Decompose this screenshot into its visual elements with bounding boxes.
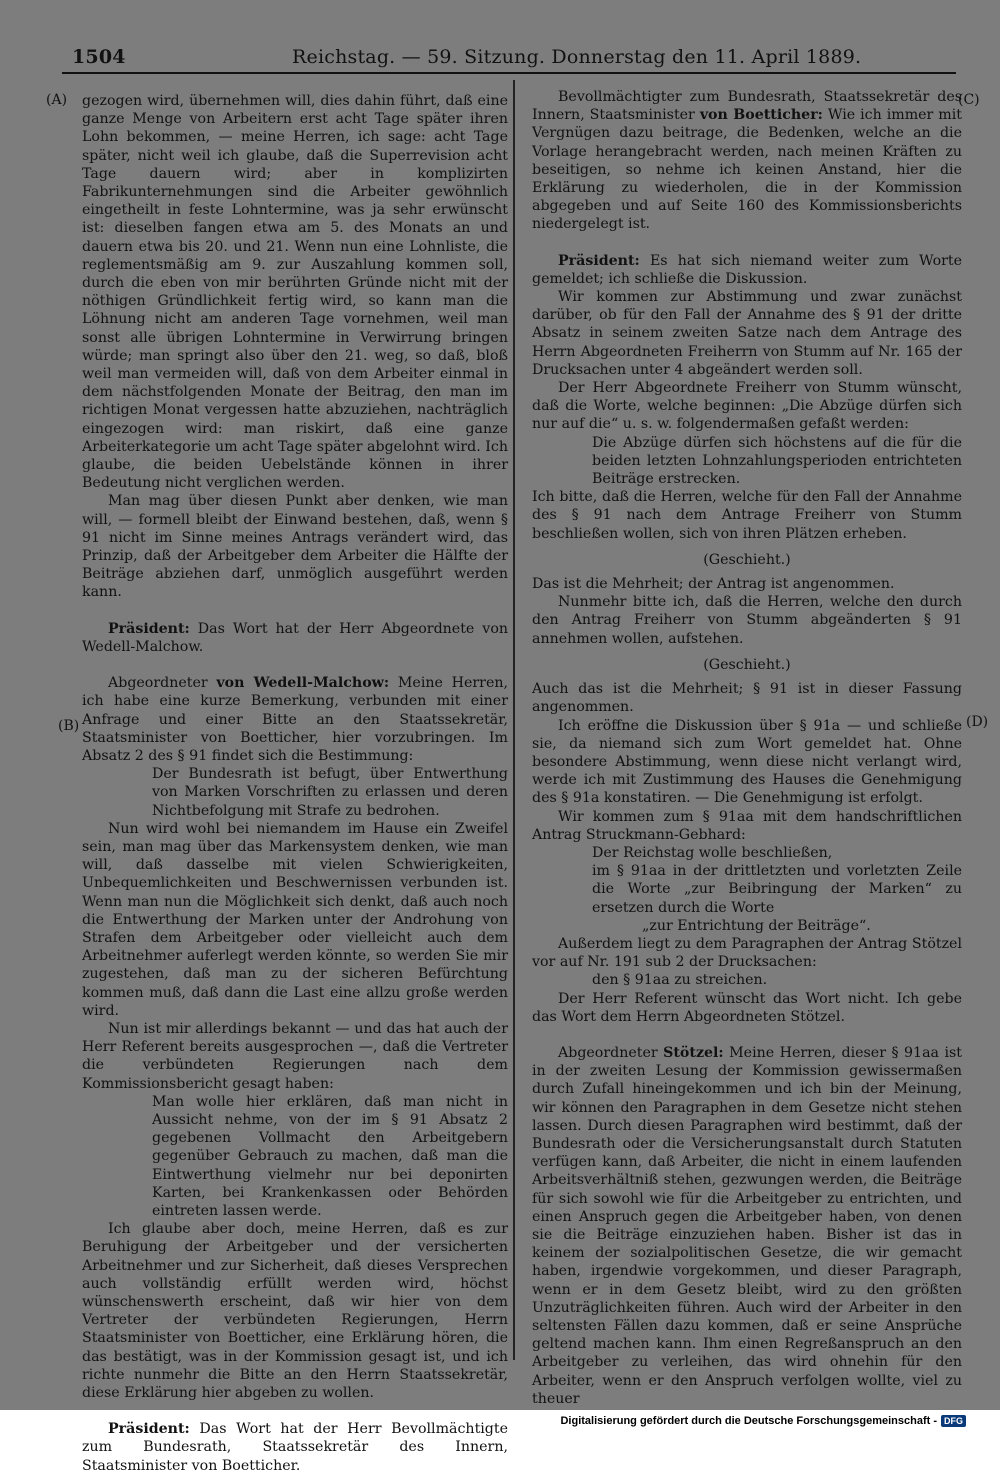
paragraph: Das ist die Mehrheit; der Antrag ist angenommen. bbox=[532, 576, 895, 593]
running-head: Reichstag. — 59. Sitzung. Donnerstag den 11. April 1889. bbox=[292, 46, 862, 68]
header-rule bbox=[62, 72, 956, 74]
speech-praesident bbox=[82, 1420, 508, 1475]
margin-marker-b: (B) bbox=[58, 718, 80, 734]
paragraph: Wir kommen zum § 91aa mit dem handschriftlichen Antrag Struckmann-Gebhard: bbox=[532, 808, 962, 843]
column-divider bbox=[513, 80, 515, 1360]
speech-praesident bbox=[532, 252, 962, 288]
speaker-name: Stötzel: bbox=[663, 1044, 724, 1061]
paragraph: Ich glaube aber doch, meine Herren, daß es zur Beruhigung der Arbeitgeber und der versicherten Arbeitnehmer und zur Sicherheit, daß dieses Versprechen auch vollständig erfüllt werden wird, höchst wünschenswerth erscheint, daß wir hier von dem Vertreter der verbündeten Regierungen, Herrn Staatsminister von Boetticher, eine Erklärung hören, die das bestätigt, was in der Kommission gesagt ist, und ich richte nunmehr die Bitte an den Herrn Staatssekretär, diese Erklärung hier abgeben zu wollen. bbox=[82, 1221, 508, 1402]
left-column bbox=[82, 92, 508, 1475]
stage-direction: (Geschieht.) bbox=[703, 656, 791, 673]
paragraph: Nunmehr bitte ich, daß die Herren, welche den durch den Antrag Freiherr von Stumm abgeänderten § 91 annehmen wollen, aufstehen. bbox=[532, 594, 962, 647]
stage-direction: (Geschieht.) bbox=[703, 551, 791, 568]
paragraph: Ich bitte, daß die Herren, welche für den Fall der Annahme des § 91 nach dem Antrage Freiherr von Stumm beschließen wollen, sich von ihren Plätzen erheben. bbox=[532, 489, 962, 542]
speech-text: Das Wort hat der Herr Abgeordnete von Wedell-Malchow. bbox=[82, 620, 508, 655]
speaker-name: Präsident: bbox=[558, 252, 640, 269]
paragraph: Wir kommen zur Abstimmung und zwar zunächst darüber, ob für den Fall der Annahme des § 91 der dritte Absatz in seinem zweiten Satze nach dem Antrage des Herrn Abgeordneten Freiherrn von Stumm auf Nr. 165 der Drucksachen unter 4 abgeändert werden soll. bbox=[532, 289, 962, 378]
paragraph: Auch das ist die Mehrheit; § 91 ist in dieser Fassung angenommen. bbox=[532, 681, 962, 716]
paragraph: Ich eröffne die Diskussion über § 91a — und schließe sie, da niemand sich zum Wort gemeldet hat. Ohne besondere Abstimmung, wenn diese nicht verlangt wird, werde ich mit Zustimmung des Hauses die Genehmigung des § 91a konstatiren. — Die Genehmigung ist erfolgt. bbox=[532, 717, 962, 807]
speaker-prefix: Bevollmächtigter zum Bundesrath, Staatssekretär des Innern, Staatsminister bbox=[532, 89, 962, 124]
dfg-logo: DFG bbox=[941, 1415, 966, 1427]
margin-marker-a: (A) bbox=[46, 92, 68, 108]
funding-footer bbox=[560, 1412, 966, 1430]
speech-praesident bbox=[82, 620, 508, 656]
quotation: „zur Entrichtung der Beiträge“. bbox=[642, 917, 871, 934]
quotation: im § 91aa in der drittletzten und vorletzten Zeile die Worte „zur Beibringung der Marken“ zu ersetzen durch die Worte bbox=[592, 863, 962, 916]
speaker-name: Präsident: bbox=[108, 1421, 190, 1438]
speech-text: Meine Herren, ich habe eine kurze Bemerkung, verbunden mit einer Anfrage und einer Bitte an den Staatssekretär, Staatsminister von Boetticher, hier vorzubringen. Im Absatz 2 des § 91 findet sich die Bestimmung: bbox=[82, 675, 509, 764]
footer-text: Digitalisierung gefördert durch die Deutsche Forschungsgemeinschaft - bbox=[560, 1415, 937, 1427]
page-number: 1504 bbox=[72, 46, 126, 68]
margin-marker-d: (D) bbox=[966, 714, 989, 730]
speaker-name: von Wedell-Malchow: bbox=[216, 675, 390, 692]
speech-wedell bbox=[82, 674, 508, 765]
quotation: Man wolle hier erklären, daß man nicht in Aussicht nehme, von der im § 91 Absatz 2 gegebenen Vollmacht den Arbeitgebern gegenüber Gebrauch zu machen, daß man die Eintwerthung vielmehr nur bei deponirten Karten, bei Krankenkassen oder Behörden eintreten lassen werde. bbox=[152, 1093, 508, 1219]
quotation: Die Abzüge dürfen sich höchstens auf die für die beiden letzten Lohnzahlungsperioden entrichteten Beiträge erstrecken. bbox=[592, 434, 962, 488]
speech-text: Meine Herren, dieser § 91aa ist in der zweiten Lesung der Kommission gewissermaßen durch Zufall hineingekommen und ich bin der Meinung, wir können den Paragraphen in dem Gesetze nicht stehen lassen. Durch diesen Paragraphen wird bestimmt, daß der Bundesrath oder die Versicherungsanstalt durch Statuten verfügen kann, daß Arbeiter, die nicht in einem laufenden Arbeitsverhältniß stehen, gezwungen werden, die Beiträge für sich sowohl wie für die Arbeitgeber zu entrichten, und einen Anspruch gegen die Arbeitgeber haben, von denen sie die Beiträge einzuziehen haben. Bisher ist das in keinem der sozialpolitischen Gesetze, die wir gemacht haben, irgendwie vorgekommen, und dieser Paragraph, wenn er in dem Gesetz bleibt, wird zu den größten Unzuträglichkeiten führen. Auch wird der Arbeiter in den seltensten Fällen dazu kommen, daß er seine Ansprüche geltend machen kann. Ihm einen Regreßanspruch an den Arbeitgeber zu verleihen, das wird ohnehin für den Arbeiter, wenn er den Anspruch verfolgen wollte, viel zu theuer bbox=[532, 1044, 963, 1407]
paragraph: Außerdem liegt zu dem Paragraphen der Antrag Stötzel vor auf Nr. 191 sub 2 der Drucksachen: bbox=[532, 935, 962, 971]
paragraph: Man mag über diesen Punkt aber denken, wie man will, — formell bleibt der Einwand bestehen, daß, wenn § 91 nicht im Sinne meines Antrags verändert wird, das Prinzip, daß der Arbeitgeber dem Arbeiter die Hälfte der Beiträge abziehen darf, unmöglich ausgeführt werden kann. bbox=[82, 493, 508, 601]
speech-boetticher bbox=[532, 88, 962, 234]
paragraph: Der Herr Abgeordnete Freiherr von Stumm wünscht, daß die Worte, welche beginnen: „Die Abzüge dürfen sich nur auf die“ u. s. w. folgendermaßen gefaßt werden: bbox=[532, 380, 962, 433]
quotation: Der Bundesrath ist befugt, über Entwerthung von Marken Vorschriften zu erlassen und deren Nichtbefolgung mit Strafe zu bedrohen. bbox=[152, 766, 508, 819]
speech-text: Das Wort hat der Herr Bevollmächtigte zum Bundesrath, Staatssekretär des Innern, Staatsminister von Boetticher. bbox=[82, 1421, 508, 1474]
speech-text: Wie ich immer mit Vergnügen dazu beitrage, die Bedenken, welche an die Vorlage herangebracht werden, nach meinen Kräften zu beseitigen, so nehme ich keinen Anstand, hier die Erklärung zu wiederholen, die in der Kommission abgegeben und auf Seite 160 des Kommissionsberichts niedergelegt ist. bbox=[532, 107, 963, 233]
quotation: den § 91aa zu streichen. bbox=[592, 972, 768, 989]
margin-marker-c: (C) bbox=[958, 92, 980, 108]
speech-stoetzel bbox=[532, 1044, 962, 1408]
speaker-name: Präsident: bbox=[108, 620, 190, 637]
paragraph: Der Herr Referent wünscht das Wort nicht. Ich gebe das Wort dem Herrn Abgeordneten Stötzel. bbox=[532, 990, 962, 1025]
speaker-prefix: Abgeordneter bbox=[558, 1044, 658, 1061]
paragraph: Nun ist mir allerdings bekannt — und das hat auch der Herr Referent bereits ausgesprochen —, daß die Vertreter die verbündeten Regierungen nach dem Kommissionsbericht gesagt haben: bbox=[82, 1020, 508, 1092]
quotation: Der Reichstag wolle beschließen, bbox=[592, 844, 833, 861]
page-header bbox=[52, 46, 952, 72]
speaker-name: von Boetticher: bbox=[699, 107, 823, 124]
speaker-prefix: Abgeordneter bbox=[108, 675, 208, 692]
right-column bbox=[532, 88, 962, 1408]
speech-text: Es hat sich niemand weiter zum Worte gemeldet; ich schließe die Diskussion. bbox=[532, 252, 962, 287]
paragraph: gezogen wird, übernehmen will, dies dahin führt, daß eine ganze Menge von Arbeitern erst acht Tage später ihren Lohn bekommen, — meine Herren, ich sage: acht Tage später, nicht weil ich glaube, daß die Superrevision acht Tage dauern wird; aber in komplizirten Fabrikunternehmungen sind die Arbeiter gewöhnlich eingetheilt in feste Lohntermine, was ja sehr erwünscht ist: dieselben fangen etwa am 5. des Monats an und dauern etwa bis 20. und 21. Wenn nun eine Lohnliste, die reglementsmäßig am 9. zur Auszahlung kommen soll, durch die eben von mir berührten Gründe nicht mit der nöthigen Gründlichkeit fertig wird, so kann man die Löhnung nicht am anderen Tage vornehmen, weil man sonst alle übrigen Lohntermine in Verwirrung bringen würde; man springt also über den 21. weg, so daß, bloß weil man vermeiden will, daß von dem Arbeiter einmal in dem nächstfolgenden Monate der Beitrag, den man im richtigen Monat vergessen hatte abzuziehen, nachträglich eingezogen wird: man riskirt, daß eine ganze Arbeiterkategorie um acht Tage später abgelohnt wird. Ich glaube, die beiden Uebelstände können in ihrer Bedeutung nicht verglichen werden. bbox=[82, 93, 508, 492]
paragraph: Nun wird wohl bei niemandem im Hause ein Zweifel sein, man mag über das Markensystem denken, wie man will, daß dasselbe mit vielen Schwierigkeiten, Unbequemlichkeiten und Beschwernissen verbunden ist. Wenn man nun die Möglichkeit sich denkt, daß auch noch die Entwerthung der Marken unter der Androhung von Strafen dem Arbeitgeber oder vielleicht auch dem Arbeitnehmer auferlegt werden könnte, so werden Sie mir zugestehen, daß man zu der sicheren Befürchtung kommen muß, daß dann die Last eine allzu große werden wird. bbox=[82, 820, 508, 1019]
